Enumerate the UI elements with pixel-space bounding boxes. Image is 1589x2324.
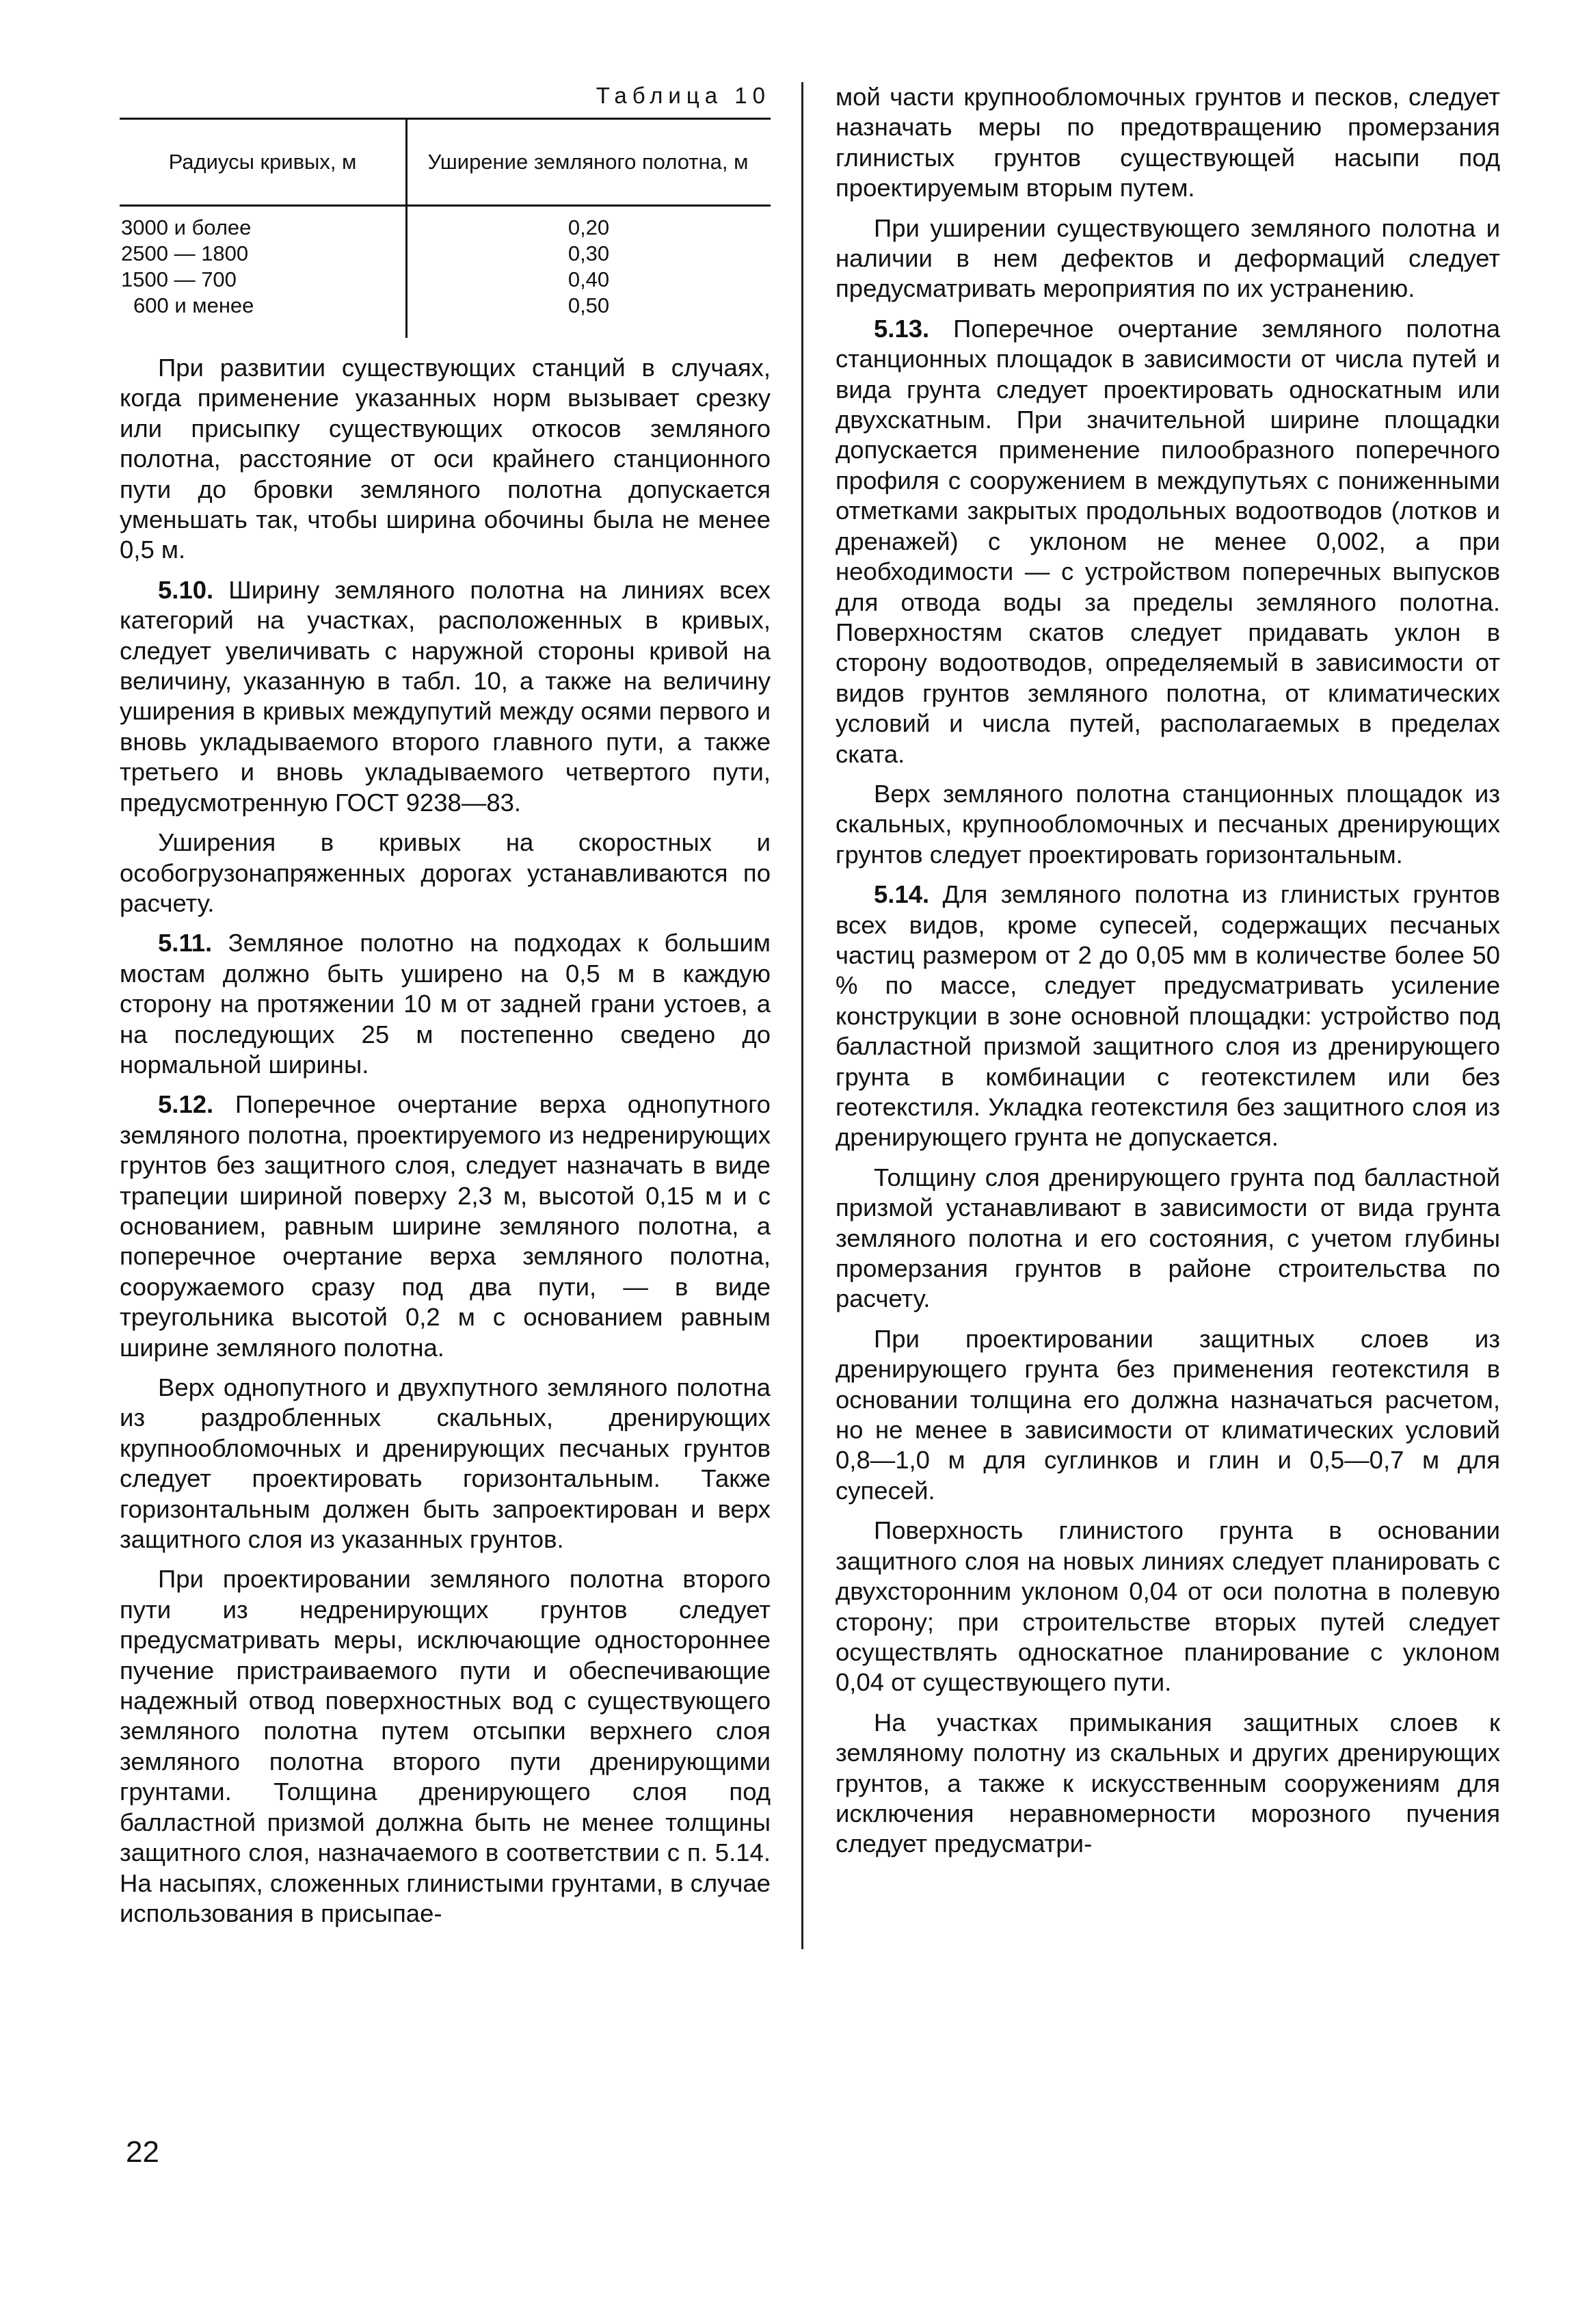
paragraph: Верх однопутного и двухпутного земляного полотна из раздробленных скальных, дренирующих крупнообломочных и дренирующих песчаных грунтов следует проектировать горизонтальным. Также горизонтальным должен быть запроектирован и верх защитного слоя из указанных грунтов. <box>120 1373 771 1554</box>
paragraph: Уширения в кривых на скоростных и особогрузонапряженных дорогах устанавливаются по расчету. <box>120 828 771 917</box>
paragraph-text: Ширину земляного полотна на линиях всех категорий на участках, расположенных в кривых, следует увеличивать с наружной стороны кривой на величину, указанную в табл. 10, а также на величину уширения в кривых междупутий между осями первого и вновь укладываемого второго главного пути, а также третьего и вновь укладываемого четвертого пути, предусмотренную ГОСТ 9238—83. <box>120 575 771 817</box>
clause-5-14 <box>836 880 1500 1153</box>
page-number: 22 <box>126 2135 159 2169</box>
table-cell-radius: 3000 и более <box>121 215 252 239</box>
section-number: 5.11. <box>158 929 213 958</box>
paragraph: При уширении существующего земляного полотна и наличии в нем дефектов и деформаций следует предусматривать мероприятия по их устранению. <box>836 213 1500 303</box>
table-header-radius: Радиусы кривых, м <box>168 150 357 174</box>
clause-5-11 <box>120 928 771 1080</box>
table-cell-radius: 2500 — 1800 <box>121 241 249 265</box>
section-number: 5.12. <box>158 1090 214 1119</box>
paragraph: Поверхность глинистого грунта в основании защитного слоя на новых линиях следует планировать с двухсторонним уклоном 0,04 от оси полотна в полевую сторону; при строительстве вторых путей следует осуществлять односкатное планирование с уклоном 0,04 от существующего пути. <box>836 1516 1500 1697</box>
right-column <box>836 82 1500 1869</box>
paragraph: Толщину слоя дренирующего грунта под балластной призмой устанавливают в зависимости от вида грунта земляного полотна и его состояния, с учетом глубины промерзания грунтов в районе строительства по расчету. <box>836 1163 1500 1313</box>
table-widening-column <box>407 215 771 319</box>
clause-5-13 <box>836 314 1500 769</box>
paragraph: Верх земляного полотна станционных площадок из скальных, крупнообломочных и песчаных дренирующих грунтов следует проектировать горизонтальным. <box>836 779 1500 869</box>
table-radius-column <box>120 215 407 319</box>
section-number: 5.13. <box>874 314 930 343</box>
paragraph: На участках примыкания защитных слоев к земляному полотну из скальных и других дренирующих грунтов, а также к искусственным сооружениям для исключения неравномерности морозного пучения следует предусматри- <box>836 1708 1500 1858</box>
clause-5-12 <box>120 1090 771 1363</box>
paragraph: При проектировании защитных слоев из дренирующего грунта без применения геотекстиля в основании толщина его должна назначаться расчетом, но не менее в зависимости от климатических условий 0,8—1,0 м для суглинков и глин и 0,5—0,7 м для супесей. <box>836 1324 1500 1505</box>
paragraph-text: Земляное полотно на подходах к большим мостам должно быть уширено на 0,5 м в каждую сторону на протяжении 10 м от задней грани устоев, а на последующих 25 м постепенно сведено до нормальной ширины. <box>120 929 771 1079</box>
table-cell-widening: 0,50 <box>568 293 610 317</box>
table-body <box>120 207 771 328</box>
paragraph-continued: мой части крупнообломочных грунтов и песков, следует назначать меры по предотвращению промерзания глинистых грунтов существующей насыпи под проектируемым вторым путем. <box>836 83 1500 202</box>
table-header-widening: Уширение земляного полотна, м <box>427 150 749 174</box>
section-number: 5.14. <box>874 880 930 909</box>
paragraph-text: Для земляного полотна из глинистых грунтов всех видов, кроме супесей, содержащих песчаных частиц размером от 2 до 0,05 мм в количестве более 50 % по массе, следует предусматривать усиление конструкции в зоне основной площадки: устройство под балластной призмой защитного слоя из дренирующего грунта в комбинации с геотекстилем или без геотекстиля. Укладка геотекстиля без защитного слоя из дренирующего грунта не допускается. <box>836 880 1500 1152</box>
paragraph-text: Поперечное очертание верха однопутного земляного полотна, проектируемого из недренирующих грунтов без защитного слоя, следует назначать в виде трапеции шириной поверху 2,3 м, высотой 0,15 м и с основанием, равным ширине земляного полотна, а поперечное очертание верха земляного полотна, сооружаемого сразу под два пути, — в виде треугольника высотой 0,2 м с основанием равным ширине земляного полотна. <box>120 1090 771 1362</box>
section-number: 5.10. <box>158 575 214 604</box>
table-cell-widening: 0,40 <box>568 267 610 291</box>
table-cell-widening: 0,30 <box>568 241 610 265</box>
left-column <box>120 82 771 1938</box>
table-cell-widening: 0,20 <box>568 215 610 239</box>
table-caption: Таблица 10 <box>596 83 771 108</box>
table-column-divider <box>405 120 408 338</box>
table-cell-radius: 1500 — 700 <box>121 267 237 291</box>
table-header <box>120 120 771 207</box>
paragraph: При развитии существующих станций в случаях, когда применение указанных норм вызывает срезку или присыпку существующих откосов земляного полотна, расстояние от оси крайнего станционного пути до бровки земляного полотна допускается уменьшать так, чтобы ширина обочины была не менее 0,5 м. <box>120 354 771 564</box>
paragraph: При проектировании земляного полотна второго пути из недренирующих грунтов следует предусматривать меры, исключающие одностороннее пучение пристраиваемого пути и обеспечивающие надежный отвод поверхностных вод с существующего земляного полотна путем отсыпки верхнего слоя земляного полотна второго пути дренирующими грунтами. Толщина дренирующего слоя под балластной призмой должна быть не менее толщины защитного слоя, назначаемого в соответствии с п. 5.14. На насыпях, сложенных глинистыми грунтами, в случае использования в присыпае- <box>120 1565 771 1927</box>
table-cell-radius: 600 и менее <box>133 293 254 317</box>
widening-table <box>120 118 771 328</box>
paragraph-text: Поперечное очертание земляного полотна станционных площадок в зависимости от числа путей и вида грунта следует проектировать односкатным или двухскатным. При значительной ширине площадки допускается применение пилообразного поперечного профиля с сооружением в междупутьях с пониженными отметками закрытых продольных водоотводов (лотков и дренажей) с уклоном не менее 0,002, а при необходимости — с устройством поперечных выпусков для отвода воды за пределы земляного полотна. Поверхностям скатов следует придавать уклон в сторону водоотводов, определяемый в зависимости от видов грунтов земляного полотна, от климатических условий и числа путей, располагаемых в пределах ската. <box>836 314 1500 768</box>
clause-5-10 <box>120 575 771 818</box>
column-divider <box>801 82 803 1949</box>
